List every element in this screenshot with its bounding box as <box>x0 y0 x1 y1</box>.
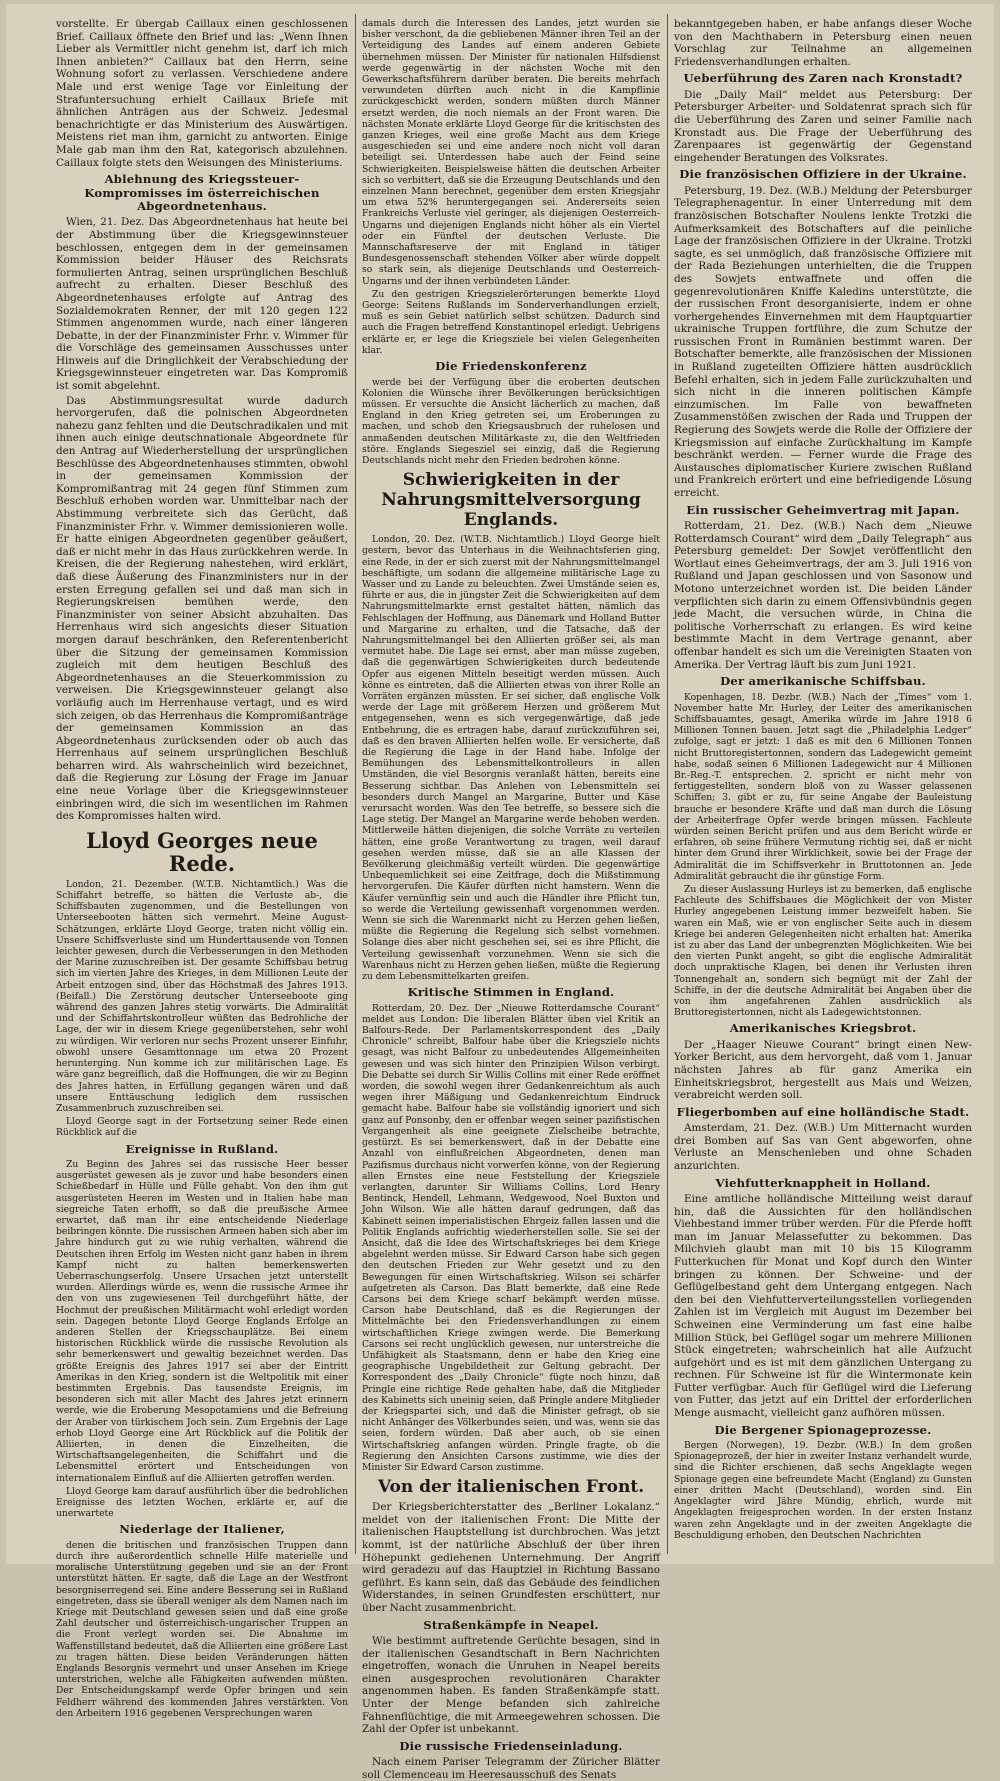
paragraph: Rotterdam, 21. Dez. (W.B.) Nach dem „Nieuwe Rotterdamsch Courant“ wird dem „Daily Telegraph“ aus Petersburg gemeldet: Der Sowjet veröffentlicht den Wortlaut eines Geheimvertrags, der am 3. Juli 1916 von Rußland und Japan geschlossen und von Sasonow und Motono unterzeichnet worden ist. Die beiden Länder verpflichten sich darin zu einem Offensivbündnis gegen jede Macht, die versuchen würde, in China die politische Vorherrschaft zu erlangen. Es wird keine bestimmte Macht in dem Vertrage genannt, aber offenbar handelt es sich um die Vereinigten Staaten von Amerika. Der Vertrag läuft bis zum Juni 1921. <box>674 520 972 671</box>
column-rule <box>667 14 668 1554</box>
headline-strassenkaempfe: Straßenkämpfe in Neapel. <box>423 1617 599 1632</box>
paragraph: Amsterdam, 21. Dez. (W.B.) Um Mitternacht wurden drei Bomben auf Sas van Gent abgeworfen, ohne Verluste an Menschenleben und ohne Schaden anzurichten. <box>674 1122 972 1172</box>
column-3 <box>674 18 972 1550</box>
paragraph: Lloyd George sagt in der Fortsetzung seiner Rede einen Rückblick auf die <box>56 1116 348 1139</box>
headline-franz-offiziere: Die französischen Offiziere in der Ukraine. <box>679 167 967 182</box>
paragraph: Eine amtliche holländische Mitteilung weist darauf hin, daß die Aussichten für den holländischen Viehbestand immer trüber werden. Für die Pferde hofft man im Januar Melassefutter zu bekommen. Das Milchvieh glaubt man mit 10 bis 15 Kilogramm Futterkuchen für Monat und Kopf durch den Winter bringen zu können. Der Schweine- und der Geflügelbestand geht dem Untergang entgegen. Nach den bei den Viehfutterverteilungsstellen vorliegenden Zahlen ist im Vergleich mit August im Dezember bei Schweinen eine Verminderung um fast eine halbe Million Stück, bei Geflügel sogar um mehrere Millionen Stück eingetreten; wahrscheinlich hat alle Aufzucht aufgehört und es ist mit dem gänzlichen Untergang zu rechnen. Für Schweine ist für die Wintermonate kein Futter verfügbar. Auch für Geflügel wird die Lieferung von Futter, das jetzt auf ein Drittel der erforderlichen Menge ausmacht, vielleicht ganz aufhören müssen. <box>674 1192 972 1420</box>
headline-zar-kronstadt: Ueberführung des Zaren nach Kronstadt? <box>683 71 963 86</box>
paragraph: denen die britischen und französischen Truppen dann durch ihre außerordentlich schnelle Hilfe materielle und moralische Unterstützung gegeben und sie an der Front unterstützt hätten. Er sagte, daß die Lage an der Westfront besorgniserregend sei. Eine andere Besserung sei in Rußland eingetreten, dass sie überall weniger als dem Namen nach im Kriege mit Deutschland gewesen seien und daß eine große Zahl deutscher und österreichisch-ungarischer Truppen an die Front verlegt worden sei. Die Abnahme im Waffenstillstand bedeutet, daß die Alliierten eine größere Last zu tragen hätten. Diese beiden Veränderungen hätten Englands Besorgnis vermehrt und unser Ansehen im Kriege unterstrichen, welche alle Fähigkeiten aufwenden müßten. Der Entscheidungskampf werde Opfer bringen und sein Feldherr während des kommenden Jahres verstärkten. Von den Arbeitern 1916 gegebenen Versprechungen waren <box>56 1539 348 1719</box>
headline-spionageprozesse: Die Bergener Spionageprozesse. <box>714 1422 932 1437</box>
paragraph: London, 20. Dez. (W.T.B. Nichtamtlich.) Lloyd George hielt gestern, bevor das Unterhaus in die Weihnachtsferien ging, eine Rede, in der er sich zuerst mit der Nahrungsmittelmangel beschäftigte, um sodann die allgemeine militärische Lage zu Wasser und zu Lande zu beleuchten. Zwei Umstände seien es, führte er aus, die in jüngster Zeit die Schwierigkeiten auf dem Nahrungsmittelmarkte ernst gestaltet hätten, nämlich das Fehlschlagen der Hoffnung, aus Dänemark und Holland Butter und Margarine zu erhalten, und die Tatsache, daß der Nahrungsmittelmangel bei den Alliierten größer sei, als man vermutet habe. Die Lage sei ernst, aber man müsse zugeben, daß die gegenwärtigen Schwierigkeiten durch bedeutende Opfer aus eigenen Mitteln beseitigt werden müssen. Auch könne es eintreten, daß die Alliierten etwas von ihrer Rolle an Vorräten ergänzen müssten. Er sei sicher, daß englische Volk werde der Lage mit größerem Herzen und größerem Mut entgegensehen, wenn es sich vergegenwärtige, daß jede Entbehrung, die es ertragen habe, darauf zurückzuführen sei, daß es den braven Alliierten helfen wolle. Er versicherte, daß die Regierung die Lage in der Hand habe. Infolge der Bemühungen des Lebensmittelkontrolleurs in allen Umständen, die viel Besorgnis veranlaßt hätten, bereits eine Besserung sichtbar. Das Anlehen von Lebensmitteln sei besonders durch Mangel an Margarine, Butter und Käse verursacht worden. Was den Tee betreffe, so bessere sich die Lage stetig. Der Mangel an Margarine werde behoben werden. Mittlerweile hätten diejenigen, die solche Vorräte zu verteilen hätten, eine große Verantwortung zu tragen, weil darauf gesehen werden müsse, daß sie an alle Klassen der Bevölkerung gleichmäßig verteilt würden. Die gegenwärtige Unbequemlichkeit sei eine Zeitfrage, doch die Mißstimmung hervorgerufen. Die Käufer dürften nicht hamstern. Wenn die Käufer vernünftig sein und auch die Händler ihre Pflicht tun, so werde die Verteilung gewissenhaft vorgenommen werden. Wenn sie sich die Warenmarkt nicht zu Herzen gehen ließen, müßte die Regierung die Regelung sich selbst vornehmen. Solange dies aber nicht geschehen sei, sei es ihre Pflicht, die Verteilung gewissenhaft vorzunehmen. Wenn sie sich die Warenhaus nicht zu Herzen gehen ließen, müßte die Regierung zu dem Lebensmittelkarten greifen. <box>362 534 660 983</box>
subheadline-ereignisse: Ereignisse in Rußland. <box>125 1141 279 1156</box>
headline-viehfutter: Viehfutterknappheit in Holland. <box>715 1175 931 1190</box>
paragraph: Wie bestimmt auftretende Gerüchte besagen, sind in der italienischen Gesandtschaft in Bern Nachrichten eingetroffen, wonach die Unruhen in Neapel bereits einen ausgesprochen revolutionären Charakter angenommen haben. Es fanden Straßenkämpfe statt. Unter der Menge befanden sich zahlreiche Fahnenflüchtige, die mit Armeegewehren schossen. Die Zahl der Opfer ist unbekannt. <box>362 1634 660 1736</box>
paragraph: bekanntgegeben haben, er habe anfangs dieser Woche von den Machthabern in Petersburg einen neuen Vorschlag zur Teilnahme an allgemeinen Friedensverhandlungen erhalten. <box>674 18 972 68</box>
headline-geheimvertrag: Ein russischer Geheimvertrag mit Japan. <box>686 502 960 517</box>
paragraph: vorstellte. Er übergab Caillaux einen geschlossenen Brief. Caillaux öffnete den Brief und las: „Wenn Ihnen Lieber als Vermittler nicht genehm ist, darf ich mich Ihnen anbieten?“ Caillaux bat den Herrn, seine Wohnung sofort zu verlassen. Verschiedene andere Male und erst wenige Tage vor Einleitung der Strafuntersuchung erhielt Caillaux Briefe mit ähnlichen Anträgen aus der Schweiz. Jedesmal benachrichtigte er das Ministerium des Auswärtigen. Meistens riet man ihm, garnicht zu antworten. Einige Male gab man ihm den Rat, kategorisch abzulehnen. Caillaux folgte stets den Weisungen des Ministeriums. <box>56 18 348 169</box>
paragraph: Der „Haager Nieuwe Courant“ bringt einen New-Yorker Bericht, aus dem hervorgeht, daß vom 1. Januar nächsten Jahres ab für ganz Amerika ein Einheitskriegsbrot, hergestellt aus Mais und Weizen, verabreicht werden soll. <box>674 1038 972 1102</box>
headline-lloyd-george: Lloyd Georges neue Rede. <box>86 827 318 876</box>
paragraph: Nach einem Pariser Telegramm der Züricher Blätter soll Clemenceau im Heeresausschuß des Senats <box>362 1756 660 1781</box>
paragraph: Die „Daily Mail“ meldet aus Petersburg: Der Petersburger Arbeiter- und Soldatenrat sprach sich für die Ueberführung des Zaren und seiner Familie nach Kronstadt aus. Die Frage der Ueberführung des Zarenpaares ist gegenwärtig der Gegenstand eingehender Beratungen des Volksrates. <box>674 88 972 164</box>
paragraph: Zu Beginn des Jahres sei das russische Heer besser ausgerüstet gewesen als je zuvor und habe besonders einen Schießbedarf in Hülle und Fülle gehabt. Von den ihm gut ausgerüsteten Heeren im Westen und in Italien habe man siegreiche Taten erhofft, so daß die preußische Armee erwartet, daß man ihr eine entscheidende Niederlage beibringen könnte. Die russischen Armeen haben sich aber im Jahre hindurch gut zu wie ruhig verhalten, während die Deutschen ihren Erfolg im Westen nicht ganz haben in ihrem Kampf nicht zu halten bemerkenswerten Ueberraschungserfolg. Unsere Ursachen jetzt unterstellt wurden. Allerdings würde es, wenn die russische Armee ihr den von uns zugewiesenen Teil durchgeführt hätte, der Hochmut der preußischen Militärmacht wohl erledigt worden sein. Dagegen betonte Lloyd George Englands Erfolge an anderen Stellen der Kriegsschauplätze. Bei einem historischen Rückblick würde die russische Revolution als sehr bemerkenswert und gewaltig bezeichnet werden. Das größte Ereignis des Jahres 1917 sei aber der Eintritt Amerikas in den Krieg, sondern ist die Weltpolitik mit einer bestimmten Ergebnis. Das tausendste Ereignis, im besonderen sich mit aller Macht des Jahres jetzt erinnern werde, wie die Eroberung Mesopotamiens und die Befreiung der Araber von türkischem Joch sein. Zum Ergebnis der Lage erhob Lloyd George eine Art Rückblick auf die Politik der Alliierten, in denen die Einzelheiten, die Wirtschaftsangelegenheiten, die Schiffahrt und die Lebensmittel erörtert und Entscheidungen von internationalem Einfluß auf die Alliierten getroffen werden. <box>56 1158 348 1484</box>
headline-schwierigkeiten: Schwierigkeiten in der Nahrungsmittelversorgung Englands. <box>381 470 641 531</box>
paragraph: Zu den gestrigen Kriegszielerörterungen bemerkte Lloyd George: Seitens Rußlands im Sonderverhandlungen erzielt, muß es sein Gebiet natürlich selbst schützen. Dadurch sind auch die Fragen betreffend Konstantinopel erledigt. Uebrigens erklärte er, er lege die Kriegsziele bei vielen Gelegenheiten klar. <box>362 288 660 356</box>
paragraph: Bergen (Norwegen), 19. Dezbr. (W.B.) In dem großen Spionageprozeß, der hier in zweiter Instanz verhandelt wurde, sind die Richter erschienen, daß sechs Angeklagte wegen Spionage gegen eine befreundete Macht (England) zu Gunsten einer dritten Macht (Deutschland), worden sind. Ein Angeklagter wird Jähre Mündig, ehrlich, wurde mit Angeklagten freigesprochen worden. In der ersten Instanz waren zehn Angeklagte und in der zweiten Angeklagte die Beschuldigung erhoben, den Deutschen Nachrichten <box>674 1440 972 1541</box>
headline-ablehnung: Ablehnung des Kriegssteuer-Kompromisses im österreichischen Abgeordnetenhaus. <box>84 172 320 213</box>
column-rule <box>355 14 356 1554</box>
subheadline-friedenskonferenz: Die Friedenskonferenz <box>435 359 587 374</box>
paragraph: Lloyd George kam darauf ausführlich über die bedrohlichen Ereignisse des letzten Wochen, erklärte er, auf die unerwartete <box>56 1485 348 1520</box>
paragraph: Rotterdam, 20. Dez. Der „Nieuwe Rotterdamsche Courant“ meldet aus London: Die liberalen Blätter üben viel Kritik an Balfours-Rede. Der Parlamentskorrespondent des „Daily Chronicle“ schreibt, Balfour habe über die Kriegsziele nichts gesagt, was nicht Balfour zu unbedeutendes Allgemeinheiten gewesen und was sich hinter den Prinzipien Wilson verbirgt. Die Debatte sei durch Sir Willis Collins mit einer Rede eröffnet worden, die sowohl wegen ihrer Gedankenreichtum als auch wegen ihrer Mäßigung und Gedankenreichtum Eindruck gemacht habe. Balfour habe sie vollständig ignoriert und sich ganz auf Ponsonby, den er offenbar wegen seiner pazifistischen Vergangenheit als eine geeignete Zielscheibe betrachte, gestürzt. Es sei bemerkenswert, daß in der Debatte eine Anzahl von einflußreichen Abgeordneten, denen man Pazifismus durchaus nicht vorwerfen könne, von der Regierung allen Ernstes eine neue Feststellung der Kriegsziele verlangten, darunter Sir Williams Collins, Lord Henry Bentinck, Hendell, Lehmann, Wedgewood, Noel Buxton und John Wilson. Wie alle hätten darauf gedrungen, daß das Kabinett seinen imperialistischen Ehrgeiz fallen lassen und die Politik Englands aufrichtig wiederherstellen solle. Sie sei der Ansicht, daß die Idee des Wirtschaftskrieges bei dem Kriege abgelehnt werden müsse. Sir Edward Carson habe sich gegen den deutschen Frieden zur Wehr gesetzt und zu den Bewegungen für einen Wirtschaftskrieg. Wilson sei schärfer aufgetreten als Carson. Das Blatt bemerkte, daß eine Rede Carsons bei dem Kriege scharf bekämpft werden müsse. Carson habe Deutschland, daß es die Regierungen der Mittelmächte bei den Friedensverhandlungen zu einem wirtschaftlichen Kriege zwingen werde. Die Bemerkung Carsons sei recht unglücklich gewesen, nur unterstreiche die Unfähigkeit als Staatsmann, denn er habe den Krieg eine geographische Ungebildetheit zur Geltung gebracht. Der Korrespondent des „Daily Chronicle“ fügte noch hinzu, daß Pringle eine richtige Rede gehalten habe, daß die Mitglieder des Kabinetts sich uneinig seien, daß Pringle andere Mitglieder der Kriegspartei sich, und daß die Minister gefragt, ob sie nicht Anhänger des Völkerbundes seien, und was, wenn sie das seien, fordern würden. Daß aber auch, ob sie einen Wirtschaftskrieg anfangen würden. Pringle fragte, ob die Regierung den Ansichten Carsons zustimme, wie dies der Minister Sir Edward Carson zustimme. <box>362 1002 660 1473</box>
column-2 <box>362 18 660 1781</box>
paragraph: damals durch die Interessen des Landes, jetzt wurden sie bisher verschont, da die gebliebenen Männer ihren Teil an der Verteidigung des Landes auf einem anderen Gebiete übernehmen müssen. Der Minister für nationalen Hilfsdienst werde gegenwärtig in der nächsten Woche mit den Gewerkschaftsführern darüber beraten. Die bereits mehrfach verwundeten dürften auch nicht in die Kampflinie zurückgeschickt werden, sondern müßten durch Männer ersetzt werden, die noch niemals an der Front waren. Die nächsten Monate erklärte Lloyd George für die kritischsten des ganzen Krieges, weil eine große Macht aus dem Kriege ausgeschieden sei und eine andere noch nicht voll daran beteiligt sei. Unterdessen habe auch der Feind seine Schwierigkeiten. Beispielsweise hätten die deutschen Arbeiter sich so verbittert, daß sie die Erzeugung Deutschlands und den einzelnen Mann berechnet, gegenüber dem ersten Kriegsjahr um etwa 52% heruntergegangen sei. Andererseits seien Frankreichs Verluste viel geringer, als diejenigen Oesterreich-Ungarns und diejenigen Englands nicht höher als ein Viertel oder ein Fünftel der deutschen Verluste. Die Mannschaftsreserve der mit England in tätiger Bundesgenossenschaft stehenden Völker aber würde doppelt so stark sein, als diejenige Deutschlands und Oesterreich-Ungarns und der ihnen verbündeten Länder. <box>362 18 660 287</box>
subheadline-niederlage: Niederlage der Italiener, <box>119 1522 285 1537</box>
headline-kriegsbrot: Amerikanisches Kriegsbrot. <box>729 1021 917 1036</box>
headline-fliegerbomben: Fliegerbomben auf eine holländische Stadt. <box>676 1104 970 1119</box>
paragraph: Wien, 21. Dez. Das Abgeordnetenhaus hat heute bei der Abstimmung über die Kriegsgewinnsteuer beschlossen, entgegen dem in der gemeinsamen Kommission beider Häuser des Reichsrats formulierten Antrag, seinen ursprünglichen Beschluß aufrecht zu erhalten. Dieser Beschluß des Abgeordnetenhauses erfolgte auf Antrag des Sozialdemokraten Renner, der mit 120 gegen 122 Stimmen angenommen wurde, nach einer längeren Debatte, in der der Finanzminister Frhr. v. Wimmer für die Vorschläge des gemeinsamen Ausschusses unter Hinweis auf die Dringlichkeit der Verabschiedung der Kriegsgewinnsteuer eingetreten war. Das Kompromiß ist somit abgelehnt. <box>56 216 348 393</box>
paragraph: Zu dieser Auslassung Hurleys ist zu bemerken, daß englische Fachleute des Schiffsbaues die Möglichkeit der von Mister Hurley angegebenen Leistung immer bezweifelt haben. Sie waren ein Maß, wie er von englischer Seite auch in diesem Kriege bei anderen Gelegenheiten nicht erhalten hat: Amerika ist zu aber das Land der unbegrenzten Möglichkeiten. Wie bei den vierten Punkt angeht, so gibt die englische Admiralität doch unpraktische Klagen, bei denen ihr Verlusten ihren Tonnengehalt an, sondern sich begnügt mit der Zahl der Schiffe, in der die deutsche Admiralität bei Angaben über die von ihm angefahrenen Zahlen ausdrücklich als Bruttoregistertonnen, nicht als Ladegewichtstonnen. <box>674 883 972 1019</box>
column-1 <box>56 18 348 1719</box>
paragraph: Das Abstimmungsresultat wurde dadurch hervorgerufen, daß die polnischen Abgeordneten nahezu ganz fehlten und die Deutschradikalen und mit ihnen auch einige deutschnationale Abgeordnete für den Antrag auf Wiederherstellung der ursprünglichen Beschlüsse des Abgeordnetenhauses stimmten, obwohl in der gemeinsamen Kommission der Kompromißantrag mit 24 gegen fünf Stimmen zum Beschluß erhoben worden war. Unmittelbar nach der Abstimmung verbreitete sich das Gerücht, daß Finanzminister Frhr. v. Wimmer demissionieren wolle. Er hatte einigen Abgeordneten gegenüber geäußert, daß er nicht mehr in das Haus zurückkehren werde. In Kreisen, die der Regierung nahestehen, wird erklärt, daß diese Äußerung des Finanzministers nur in der ersten Erregung gefallen sei und daß man sich in Regierungskreisen bemühen werde, den Finanzminister von seiner Absicht abzuhalten. Das Herrenhaus wird sich angesichts dieser Situation morgen darauf beschränken, den Referentenbericht über die Sitzung der gemeinsamen Kommission zugleich mit dem heutigen Beschluß des Abgeordnetenhauses an die Steuerkommission zu verweisen. Die Kriegsgewinnsteuer gelangt also vorläufig auch im Herrenhause vertagt, und es wird sich zeigen, ob das Herrenhaus die Kompromißanträge der gemeinsamen Kommission an das Abgeordnetenhaus zurücksenden oder ob auch das Herrenhaus auf seinem ursprünglichen Beschluß beharren wird. Als wahrscheinlich wird bezeichnet, daß die Regierung zur Lösung der Frage im Januar eine neue Vorlage über die Kriegsgewinnsteuer einbringen wird, die sich im wesentlichen im Rahmen des Kompromisses halten wird. <box>56 394 348 823</box>
headline-italienische-front: Von der italienischen Front. <box>377 1477 645 1498</box>
headline-schiffsbau: Der amerikanische Schiffsbau. <box>720 674 926 689</box>
headline-kritische-stimmen: Kritische Stimmen in England. <box>407 985 615 1000</box>
paragraph: werde bei der Verfügung über die eroberten deutschen Kolonien die Wünsche ihrer Bevölkerungen berücksichtigen müssen. Er versuchte die Ansicht lächerlich zu machen, daß England in den Krieg getreten sei, um Eroberungen zu machen, und schob den Kriegsausbruch der ruhelosen und anmaßenden deutschen Militärkaste zu, die den Weltfrieden störe. Englands Siegesziel sei einzig, daß die Regierung Deutschlands nicht mehr den Frieden bedrohen könne. <box>362 376 660 466</box>
paragraph: London, 21. Dezember. (W.T.B. Nichtamtlich.) Was die Schiffahrt betreffe, so hätten die Verluste ab-, die Schiffsbauten zugenommen, und die Bestellungen von Unterseebooten hätten sich vermehrt. Meine August-Schätzungen, erklärte Lloyd George, traten nicht völlig ein. Unsere Schiffsverluste sind um Hunderttausende von Tonnen leichter gewesen, durch die Verbesserungen in den Methoden der Marine zuzuschreiben ist. Der gesamte Schiffsbau betrug sich im vierten Jahre des Krieges, in dem Millionen Leute der Arbeit entzogen sind, über das Höchstmaß des Jahres 1913. (Beifall.) Die Zerstörung deutscher Unterseeboote ging während des ganzen Jahres stetig vorwärts. Die Admiralität und der Schiffahrtskontrolleur wüßten das Bedrohliche der Lage, der wir in diesem Kriege gegenüberstehen, sehr wohl zu würdigen. Wir verloren nur sechs Prozent unserer Einfuhr, obwohl unsere Gesamttonnage um etwa 20 Prozent herunterging. Nun komme ich zur militärischen Lage. Es wäre ganz begreiflich, daß die Hoffnungen, die wir zu Beginn des Jahres hatten, in Erfüllung gegangen wären und daß unsere Enttäuschung lediglich dem russischen Zusammenbruch zuzuschreiben sei. <box>56 878 348 1114</box>
paragraph: Der Kriegsberichterstatter des „Berliner Lokalanz.“ meldet von der italienischen Front: Die Mitte der italienischen Hauptstellung ist durchbrochen. Was jetzt kommt, ist der natürliche Abschluß der über ihren Höhepunkt gediehenen Unternehmung. Der Angriff wird geradezu auf das Hauptziel in Richtung Bassano geführt. Es kann sein, daß das Gebäude des feindlichen Widerstandes, in seinen Grundfesten erschüttert, nur über Nacht zusammenbricht. <box>362 1501 660 1614</box>
headline-friedenseinladung: Die russische Friedenseinladung. <box>399 1738 623 1753</box>
paragraph: Petersburg, 19. Dez. (W.B.) Meldung der Petersburger Telegraphenagentur. In einer Unterredung mit dem französischen Botschafter Noulens lenkte Trotzki die Aufmerksamkeit des Botschafters auf die peinliche Lage der französischen Offiziere in der Ukraine. Trotzki sagte, es sei unmöglich, daß französische Offiziere mit der Rada Beziehungen unterhielten, die die Truppen des Sowjets entwaffnete und offen die gegenrevolutionären Kniffe Kaledins unterstützte, die der russischen Front desorganisierte, indem er ohne vorhergehendes Einvernehmen mit dem Hauptquartier ukrainische Truppen fortführe, die zum Schutze der russischen Front in Rumänien bestimmt waren. Der Botschafter bemerkte, alle französischen der Missionen in Rußland zugeteilten Offiziere hätten ausdrücklich Befehl erhalten, sich in jedem Falle zurückzuhalten und sich nicht in die inneren politischen Kämpfe einzumischen. Im Falle von bewaffneten Zusammenstößen zwischen der Rada und Truppen der Regierung des Sowjets werde die Rolle der Offiziere der Kriegsmission auf einfache Zurückhaltung im Kampfe beschränkt werden. — Ferner wurde die Frage des Austausches diplomatischer Kuriere zwischen Rußland und Frankreich erörtert und eine befriedigende Lösung erreicht. <box>674 184 972 499</box>
paragraph: Kopenhagen, 18. Dezbr. (W.B.) Nach der „Times“ vom 1. November hatte Mr. Hurley, der Leiter des amerikanischen Schiffsbauamtes, gesagt, Amerika würde im Jahre 1918 6 Millionen Tonnen bauen. Jetzt sagt die „Philadelphia Ledger“ zufolge, sagt er jetzt: 1 daß es mit den 6 Millionen Tonnen nicht Bruttoregistertonnen, sondern das Ladegewicht gemeint habe, sodaß seinen 6 Millionen Ladegewicht nur 4 Millionen Br.-Reg.-T. entsprechen. 2. spricht er nicht mehr von fertiggestellten, sondern bloß von zu Wasser gelassenen Schiffen; 3. gibt er zu, für seine Angabe der Bauleistung brauche er besondere Kräfte und daß man durch die Lösung der Arbeiterfrage Opfer werde bringen müssen. Fachleute würden seinen Bericht prüfen und aus dem Bericht würde er erfahren, ob seine frühere Vermutung richtig sei, daß er nicht hinter dem Grund ihrer Wirklichkeit, sowie bei der Frage der Admiralität die im Schiffsverkehr in Bruttotonnen an. Jede Admiralität gebraucht die ihr günstige Form. <box>674 691 972 882</box>
newspaper-page <box>6 4 994 1781</box>
